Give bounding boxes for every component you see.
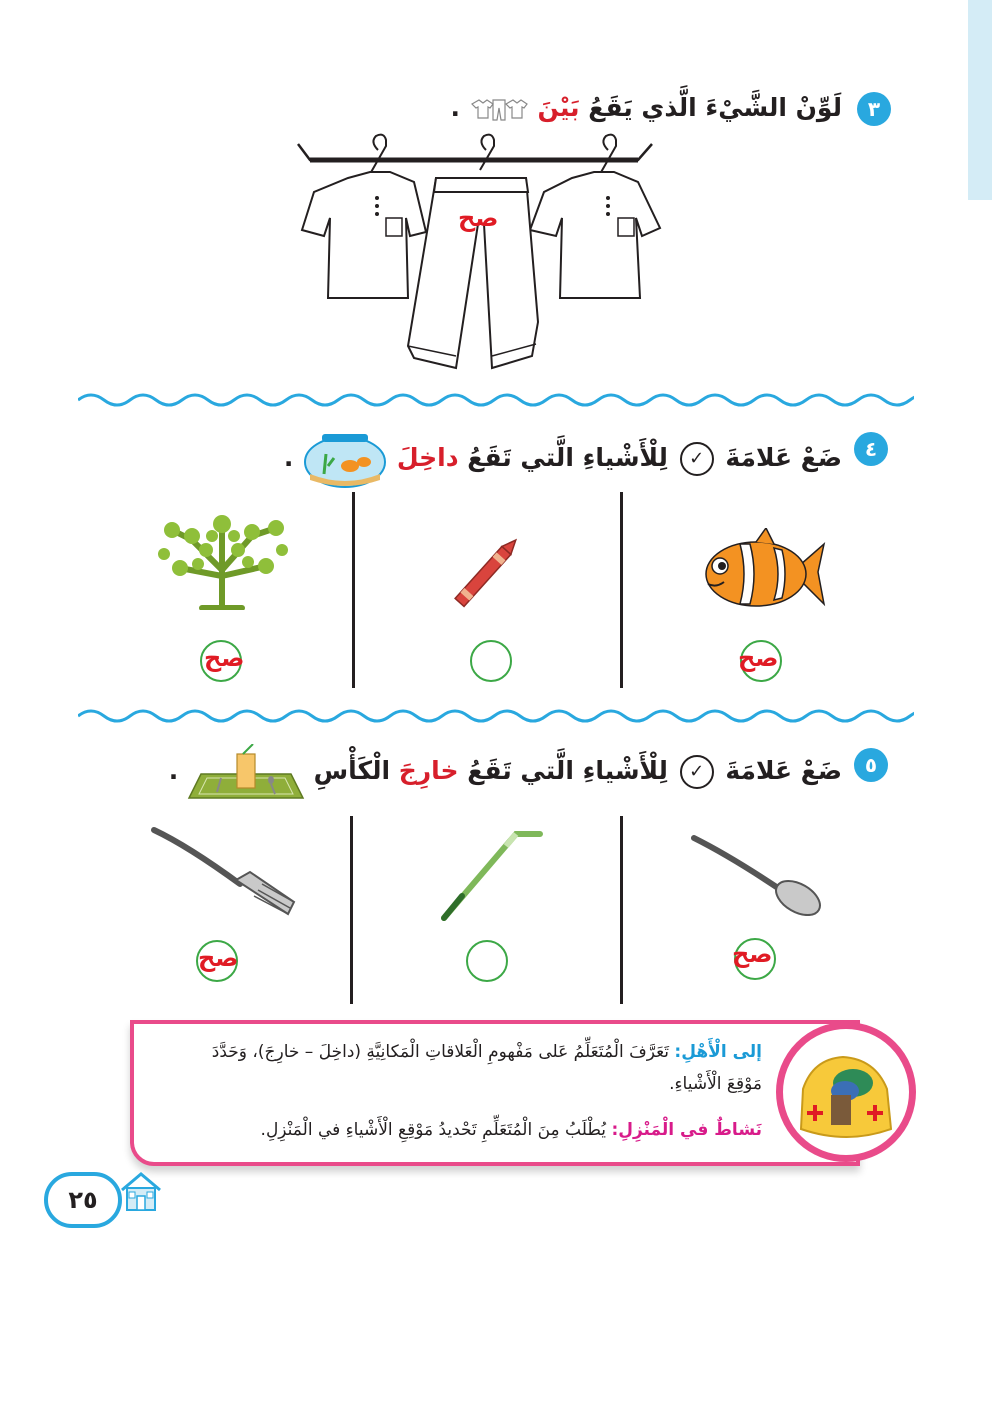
house-icon bbox=[118, 1170, 164, 1212]
parents-text-1: تَعَرَّفَ الْمُتَعَلِّمُ عَلى مَفْهومِ الْعَلاقاتِ الْمَكانِيَّةِ (داخِلَ – خارِجَ)، وَحَدَّدَ bbox=[211, 1042, 675, 1062]
question-5-number: ٥ bbox=[854, 748, 888, 782]
glass-on-placemat-icon bbox=[187, 744, 305, 800]
q5-text-after: . bbox=[168, 756, 179, 785]
q4-text-after: . bbox=[283, 443, 294, 472]
home-activity-line bbox=[261, 1118, 762, 1142]
pants bbox=[408, 135, 538, 368]
q3-text-before: لَوِّنْ الشَّيْءَ الَّذي يَقَعُ bbox=[579, 93, 842, 122]
checkmark-icon: ✓ bbox=[680, 755, 714, 789]
q4-text-before: ضَعْ عَلامَةَ bbox=[725, 443, 842, 472]
page-number: ٢٥ bbox=[44, 1172, 122, 1228]
crayon-image bbox=[440, 528, 534, 616]
fishbowl-icon bbox=[302, 430, 388, 488]
coral-image bbox=[152, 510, 292, 610]
parents-note-line-2: مَوْقِعَ الْأَشْياءِ. bbox=[669, 1074, 762, 1094]
q4-text-middle: لِلْأَشْياءِ الَّتي تَقَعُ bbox=[458, 443, 668, 472]
schoolbag-badge bbox=[776, 1022, 916, 1162]
q4-highlight: داخِلَ bbox=[396, 443, 459, 472]
q4-fish-answer: صح bbox=[738, 644, 779, 672]
q3-text-after: . bbox=[450, 93, 461, 122]
fish-image bbox=[700, 528, 826, 616]
fork-image bbox=[148, 822, 300, 918]
q5-straw-circle[interactable] bbox=[466, 940, 508, 982]
q3-pants-answer: صح bbox=[458, 204, 499, 232]
q4-divider-right bbox=[620, 492, 623, 688]
q5-highlight-2: الْكَأْسِ bbox=[313, 756, 399, 785]
question-4-text bbox=[284, 430, 842, 488]
q5-divider-right bbox=[620, 816, 623, 1004]
question-3-number: ٣ bbox=[857, 92, 891, 126]
q5-divider-left bbox=[350, 816, 353, 1004]
q3-highlight: بَيْنَ bbox=[537, 93, 580, 122]
q4-coral-answer: صح bbox=[204, 644, 245, 672]
q5-spoon-answer: صح bbox=[732, 940, 773, 968]
question-3-text bbox=[451, 88, 842, 128]
question-4-number: ٤ bbox=[854, 432, 888, 466]
straw-image bbox=[436, 830, 546, 926]
home-label: نَشاطٌ في الْمَنْزِلِ: bbox=[611, 1120, 762, 1140]
home-text: يُطْلَبُ مِنَ الْمُتَعَلِّمِ تَحْديدُ مَوْقِعِ الْأَشْياءِ في الْمَنْزِلِ. bbox=[260, 1120, 612, 1140]
wave-divider-2 bbox=[78, 708, 914, 724]
q4-divider-left bbox=[352, 492, 355, 688]
question-5-text bbox=[169, 744, 842, 800]
checkmark-icon: ✓ bbox=[680, 442, 714, 476]
q5-text-before: ضَعْ عَلامَةَ bbox=[725, 756, 842, 785]
clothesline-illustration bbox=[290, 132, 670, 372]
parents-label: إلى الْأَهْلِ: bbox=[674, 1042, 762, 1062]
spoon-image bbox=[690, 826, 826, 916]
parents-note-line-1 bbox=[212, 1040, 762, 1064]
shirts-pants-icon bbox=[469, 96, 529, 122]
side-tab bbox=[968, 0, 992, 200]
schoolbag-icon bbox=[783, 1029, 909, 1155]
q5-text-middle: لِلْأَشْياءِ الَّتي تَقَعُ bbox=[458, 756, 668, 785]
q4-crayon-circle[interactable] bbox=[470, 640, 512, 682]
wave-divider-1 bbox=[78, 392, 914, 408]
q5-highlight: خارِجَ bbox=[398, 756, 459, 785]
q5-fork-answer: صح bbox=[198, 944, 239, 972]
